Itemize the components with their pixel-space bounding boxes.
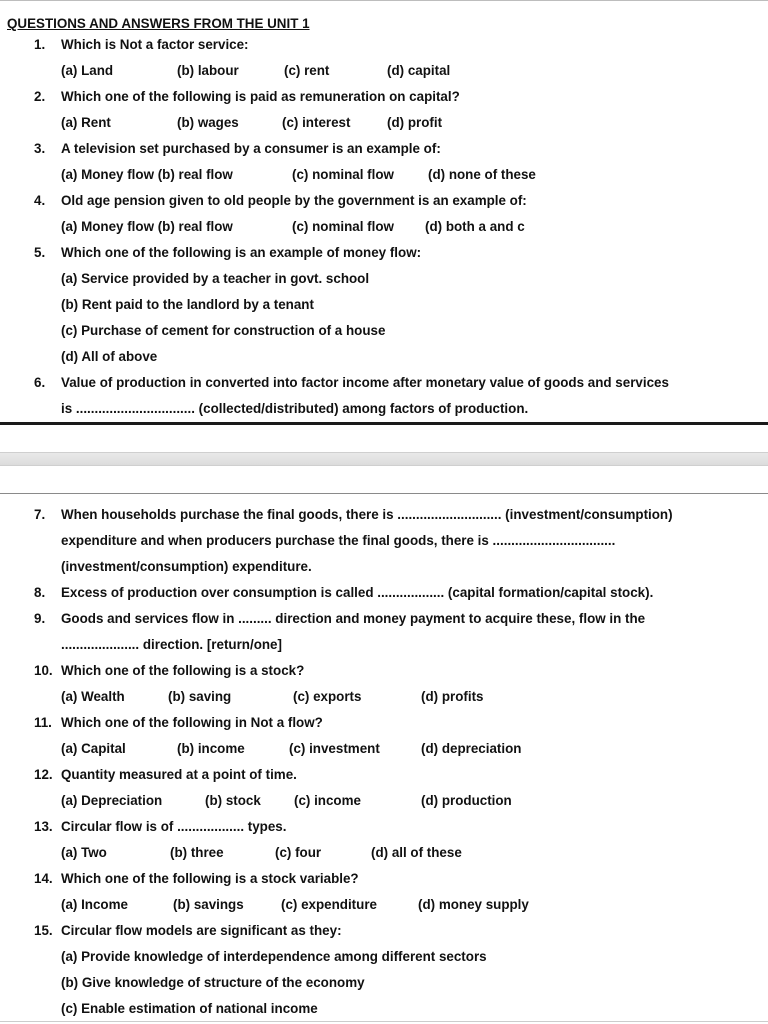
option: (a) Land [61,63,114,78]
question-text: Which one of the following is an example of money flow: [61,245,422,260]
option: (b) Give knowledge of structure of the economy [61,975,365,990]
option: (c) investment [289,741,380,756]
option: (a) Two [61,845,107,860]
option: (a) Income [61,897,128,912]
option: (b) income [177,741,245,756]
question-number: 2. [34,89,46,104]
option: (a) Provide knowledge of interdependence among different sectors [61,949,487,964]
question-text: Circular flow models are significant as they: [61,923,342,938]
document-page-top [0,0,768,424]
page-bottom-edge [0,1021,768,1022]
question-text: Circular flow is of .................. types. [61,819,287,834]
question-line: expenditure and when producers purchase the final goods, there is ................................. [61,533,616,548]
option: (d) both a and c [425,219,525,234]
question-text: Which one of the following is a stock variable? [61,871,359,886]
option: (b) wages [177,115,239,130]
option: (d) production [421,793,512,808]
question-text: Quantity measured at a point of time. [61,767,297,782]
option: (b) Rent paid to the landlord by a tenant [61,297,314,312]
option: (a) Wealth [61,689,125,704]
question-line: Goods and services flow in ......... direction and money payment to acquire these, flow in the [61,611,646,626]
option: (d) profits [421,689,484,704]
question-number: 7. [34,507,46,522]
option: (c) Purchase of cement for construction of a house [61,323,386,338]
option: (d) profit [387,115,443,130]
question-line: When households purchase the final goods, there is ............................ (investment/consumption) [61,507,673,522]
option: (d) All of above [61,349,158,364]
question-number: 11. [34,715,52,730]
option: (d) none of these [428,167,536,182]
question-text: Old age pension given to old people by the government is an example of: [61,193,527,208]
question-line: (investment/consumption) expenditure. [61,559,312,574]
option: (d) money supply [418,897,529,912]
option: (c) expenditure [281,897,377,912]
question-number: 12. [34,767,53,782]
question-continuation: is ................................ (collected/distributed) among factors of production. [61,401,529,416]
option: (a) Depreciation [61,793,163,808]
option: (c) four [275,845,322,860]
option: (b) saving [168,689,232,704]
option: (c) Enable estimation of national income [61,1001,318,1016]
option: (c) rent [284,63,330,78]
question-line: Excess of production over consumption is called .................. (capital formation/capital stock). [61,585,654,600]
option: (a) Money flow (b) real flow [61,219,233,234]
question-number: 10. [34,663,53,678]
question-number: 8. [34,585,46,600]
option: (a) Rent [61,115,111,130]
question-number: 3. [34,141,46,156]
option: (a) Capital [61,741,126,756]
question-1 [34,37,45,53]
option: (c) exports [293,689,362,704]
question-text: Which is Not a factor service: [61,37,249,52]
option: (b) labour [177,63,239,78]
option: (d) capital [387,63,451,78]
option: (a) Money flow (b) real flow [61,167,233,182]
question-number: 13. [34,819,53,834]
question-number: 5. [34,245,46,260]
question-text: A television set purchased by a consumer is an example of: [61,141,441,156]
question-text: Which one of the following in Not a flow? [61,715,323,730]
option: (c) interest [282,115,351,130]
option: (c) income [294,793,361,808]
option: (c) nominal flow [292,167,394,182]
question-text: Which one of the following is a stock? [61,663,305,678]
option: (b) three [170,845,224,860]
option: (b) stock [205,793,261,808]
option: (c) nominal flow [292,219,394,234]
question-line: ..................... direction. [return/one] [61,637,282,652]
option: (d) all of these [371,845,462,860]
question-number: 4. [34,193,46,208]
question-number: 15. [34,923,53,938]
question-number: 6. [34,375,46,390]
question-text: Which one of the following is paid as remuneration on capital? [61,89,460,104]
option: (a) Service provided by a teacher in govt. school [61,271,370,286]
question-number: 1. [34,37,46,52]
question-number: 14. [34,871,53,886]
page-gap-bar [0,452,768,466]
question-text: Value of production in converted into factor income after monetary value of goods and services [61,375,669,390]
option: (d) depreciation [421,741,522,756]
question-number: 9. [34,611,46,626]
option: (b) savings [173,897,244,912]
page-divider [0,493,768,494]
document-title: QUESTIONS AND ANSWERS FROM THE UNIT 1 [7,16,310,31]
